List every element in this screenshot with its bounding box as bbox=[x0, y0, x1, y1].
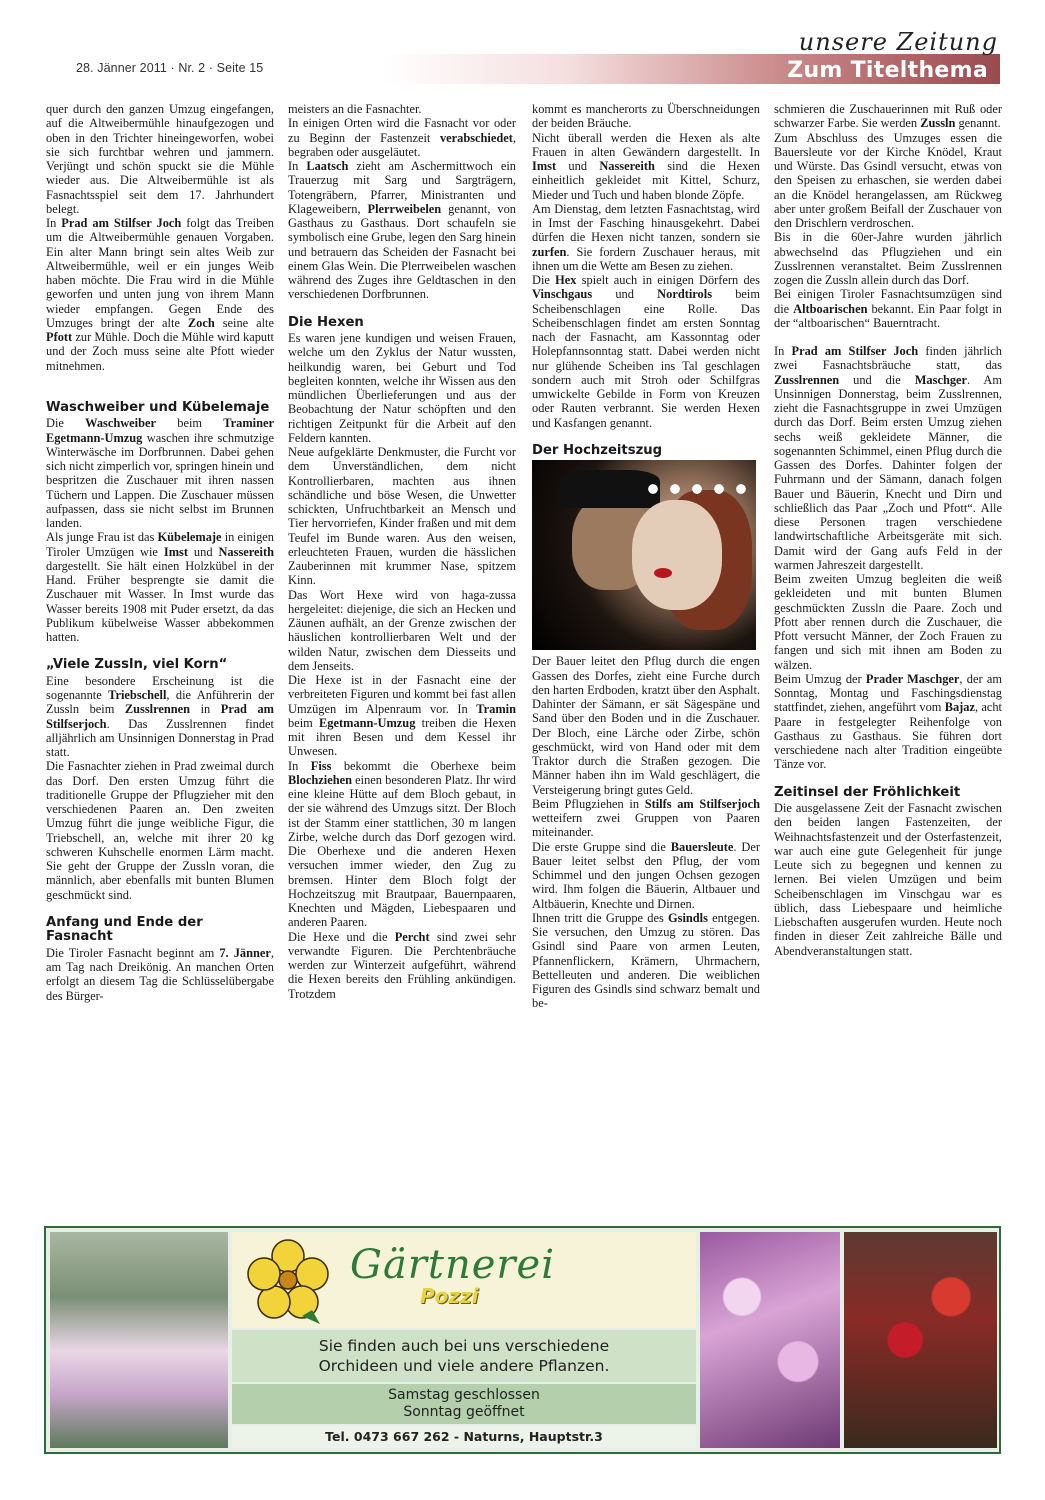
paragraph: Zum Abschluss des Umzuges essen die Bauersleute vor der Kirche Knödel, Kraut und Würste. Das Gsindl versucht, etwas von den Speisen zu erhaschen, sie werden dabei an die Knödel herangelassen, am Rückweg aber unter großem Beifall der Zuschauer von den Drischlern verdroschen. bbox=[774, 130, 1002, 230]
paragraph: Die Tiroler Fasnacht beginnt am 7. Jänner, am Tag nach Dreikönig. An manchen Orten erfolgt an diesem Tag die Schlüsselübergabe des Bürger- bbox=[46, 945, 274, 1003]
paragraph: Beim zweiten Umzug begleiten die weiß gekleideten und mit bunten Blumen geschmückten Zussln die Paare. Zoch und Pfott aber rennen durch die Zuschauer, die Pfott versucht Männer, der Zoch Frauen zu fangen und sich mit ihnen am Boden zu wälzen. bbox=[774, 572, 1002, 672]
paragraph: schmieren die Zuschauerinnen mit Ruß oder schwarzer Farbe. Sie werden Zussln genannt. bbox=[774, 102, 1002, 131]
subheading: Waschweiber und Kübelemaje bbox=[46, 399, 270, 415]
paragraph: Eine besondere Erscheinung ist die sogenannte Triebschell, die Anführerin der Zussln beim Zusslrennen in Prad am Stilfserjoch. Das Zusslrennen findet alljährlich am Unsinnigen Donnerstag in Prad statt. bbox=[46, 673, 275, 759]
paragraph: Der Bauer leitet den Pflug durch die engen Gassen des Dorfes, zieht eine Furche durch den harten Erdboden, kratzt über den Asphalt. Dahinter der Sämann, er sät Sägespäne und Sand über den Boden und in die Zuschauer. Der Bloch, eine Lärche oder Zirbe, schön geschmückt, wird von Hand oder mit dem Traktor durch die Straßen gezogen. Die Männer haben ihn im Wald geschlägert, die Versteigerung bringt gutes Geld. bbox=[532, 654, 760, 797]
orchid-display-photo bbox=[50, 1232, 228, 1448]
paragraph: Beim Umzug der Prader Maschger, der am Sonntag, Montag und Faschingsdienstag stattfindet, ziehen, angeführt vom Bajaz, acht Paare in festgelegter Reihenfolge von Gasthaus zu Gasthaus. Sie führen dort verschiedene nach alter Tradition eingeübte Tänze vor. bbox=[774, 671, 1002, 772]
paragraph: In Laatsch zieht am Aschermittwoch ein Trauerzug mit Sarg und Sargträgern, Totengräbern, Pfarrer, Ministranten und Klageweibern, Plerrweibelen genannt, von Gasthaus zu Gasthaus. Dort schaufeln sie symbolisch eine Grube, legen den Sarg hinein und betrauern das Scheiden der Fasnacht bei einem Glas Wein. Die Plerrweibelen waschen während des Zuges ihre Geldtaschen in den verschiedenen Dorfbrunnen. bbox=[288, 159, 516, 302]
paragraph: Nicht überall werden die Hexen als alte Frauen in alten Gewändern dargestellt. In Imst und Nassereith sind die Hexen einheitlich gekleidet mit Kittel, Schurz, Mieder und Tuch und haben blonde Zöpfe. bbox=[532, 130, 760, 202]
paragraph: Die erste Gruppe sind die Bauersleute. Der Bauer leitet selbst den Pflug, der vom Schimmel und den jungen Ochsen gezogen wird. Ihm folgen die Bäuerin, Altbauer und Altbäuerin, Knechte und Dirnen. bbox=[532, 839, 760, 911]
article-body bbox=[46, 102, 1003, 1196]
section-title: Zum Titelthema bbox=[787, 58, 988, 83]
ad-hours-line: Sonntag geöffnet bbox=[403, 1404, 525, 1420]
flower-logo-icon bbox=[242, 1236, 334, 1326]
ad-tagline-line: Sie finden auch bei uns verschiedene bbox=[318, 1337, 610, 1355]
ad-panel bbox=[232, 1232, 696, 1448]
red-orchid-photo bbox=[844, 1232, 997, 1448]
advertisement bbox=[44, 1226, 1001, 1454]
paragraph: Beim Pflugziehen in Stilfs am Stilfserjoch wetteifern zwei Gruppen von Paaren miteinander. bbox=[532, 796, 760, 840]
ad-contact: Tel. 0473 667 262 - Naturns, Hauptstr.3 bbox=[232, 1426, 696, 1448]
paragraph: Bis in die 60er-Jahre wurden jährlich abwechselnd das Pflugziehen und ein Zusslrennen veranstaltet. Beim Zusslrennen zogen die Zussln allein durch das Dorf. bbox=[774, 230, 1002, 287]
paragraph: Als junge Frau ist das Kübelemaje in einigen Tiroler Umzügen wie Imst und Nassereith dargestellt. Sie hält einen Holzkübel in der Hand. Früher besprengte sie damit die Zuschauer mit Wasser. In Imst wurde das Wasser bereits 1908 mit Puder ersetzt, da das Publikum kübelweise Wasser abbekommen hatten. bbox=[46, 530, 275, 644]
white-orchid-photo bbox=[700, 1232, 840, 1448]
paragraph: Die Fasnachter ziehen in Prad zweimal durch das Dorf. Den ersten Umzug führt die traditionelle Gruppe der Pflugzieher mit den verschiedenen Paaren an. Den zweiten Umzug führt die junge weibliche Figur, die Triebschell, an, welche mit ihrer 20 kg schweren Kuhschelle enormen Lärm macht. Sie geht der Gruppe der Zussln voran, die männlich, aber ebenfalls mit bunten Blumen geschmückt sind. bbox=[46, 759, 274, 902]
wedding-procession-photo bbox=[532, 460, 756, 650]
ad-opening-hours bbox=[232, 1384, 696, 1424]
paragraph: Am Dienstag, dem letzten Fasnachtstag, wird in Imst der Fasching hinausgekehrt. Dabei dürfen die Hexen nicht tanzen, sondern sie zurfen. Sie fordern Zuschauer heraus, mit ihnen um die Wette am Besen zu ziehen. bbox=[532, 201, 760, 273]
paragraph: Die ausgelassene Zeit der Fasnacht zwischen den beiden langen Fastenzeiten, der Weihnachtsfastenzeit und der Osterfastenzeit, war auch eine gute Gelegenheit für junge Leute sich zu begegnen und kennen zu lernen. Bei vielen Umzügen und beim Scheibenschlagen im Vinschgau war es üblich, dass Liebespaare und heimliche Liebschaften ausgerufen wurden. Heute noch finden in dieser Zeit zahlreiche Bälle und Abendveranstaltungen statt. bbox=[774, 801, 1002, 958]
paragraph: Ihnen tritt die Gruppe des Gsindls entgegen. Sie versuchen, den Umzug zu stören. Das Gsindl sind Paare von armen Leuten, Pfannenflickern, Krämern, Uhrmachern, Bettelleuten und anderen. Die weiblichen Figuren des Gsindls sind schwarz bemalt und be- bbox=[532, 910, 760, 1011]
paragraph: Das Wort Hexe wird von haga-zussa hergeleitet: diejenige, die sich an Hecken und Zäunen aufhält, an der Grenze zwischen der häuslichen kontrollierbaren Welt und der wilden Natur, zwischen dem Diesseits und dem Jenseits. bbox=[288, 587, 516, 673]
subheading: Die Hexen bbox=[288, 314, 364, 330]
paragraph: meisters an die Fasnachter. bbox=[288, 102, 422, 116]
column-1 bbox=[46, 102, 274, 1003]
subheading: Zeitinsel der Fröhlichkeit bbox=[774, 784, 961, 800]
ad-tagline bbox=[232, 1330, 696, 1382]
column-4 bbox=[774, 102, 1002, 958]
paragraph: Es waren jene kundigen und weisen Frauen, welche um den Zyklus der Natur wussten, heilkundig waren, bei Geburt und Tod begleiten konnten, welche ihr Wissen aus den mündlichen Überlieferungen und aus der Beobachtung der Natur schöpften und den richtigen Zeitpunkt für die Arbeit auf den Feldern kannten. bbox=[288, 331, 516, 445]
ad-hours-line: Samstag geschlossen bbox=[388, 1387, 540, 1403]
ad-tagline-line: Orchideen und viele andere Pflanzen. bbox=[318, 1357, 610, 1375]
paragraph: kommt es mancherorts zu Überschneidungen der beiden Bräuche. bbox=[532, 102, 760, 131]
ad-brand-area bbox=[232, 1232, 696, 1328]
ad-brand-name: Gärtnerei bbox=[350, 1242, 556, 1288]
paragraph: Die Waschweiber beim Traminer Egetmann-Umzug waschen ihre schmutzige Winterwäsche im Dorfbrunnen. Dabei gehen sich nicht zimperlich vor, springen hinein und bespritzen die Zuschauer mit ihren nassen Tüchern und Lappen. Die Zuschauer müssen aufpassen, dass sie nicht selbst im Brunnen landen. bbox=[46, 416, 274, 530]
paragraph: quer durch den ganzen Umzug eingefangen, auf die Altweibermühle hinaufgezogen und oben in den Trichter hineingeworfen, wobei sie sich furchtbar wehren und jammern. Verjüngt und schön spuckt sie die Mühle wieder aus. Die Altweibermühle ist als Fasnachtsspiel seit dem 17. Jahrhundert belegt. bbox=[46, 102, 274, 216]
paragraph: In einigen Orten wird die Fasnacht vor oder zu Beginn der Fastenzeit verabschiedet, begraben oder ausgeläutet. bbox=[288, 116, 516, 159]
subheading: Anfang und Ende der Fasnacht bbox=[46, 914, 203, 945]
paragraph: In Prad am Stilfser Joch folgt das Treiben um die Altweibermühle genauen Vorgaben. Ein alter Mann bringt sein altes Weib zur Altweibermühle, weil er ein junges Weib haben möchte. Die Frau wird in die Mühle geworfen und unten jung von ihrem Mann wieder empfangen. Gegen Ende des Umzuges bringt der alte Zoch seine alte Pfott zur Mühle. Doch die Mühle wird kaputt und der Zoch muss seine alte Pfott wieder mitnehmen. bbox=[46, 216, 274, 373]
subheading: Der Hochzeitszug bbox=[532, 442, 663, 458]
column-2 bbox=[288, 102, 516, 1001]
page-header bbox=[44, 28, 1000, 88]
paragraph: Bei einigen Tiroler Fasnachtsumzügen sind die Altboarischen bekannt. Ein Paar folgt in der “altboarischen“ Bauerntracht. bbox=[774, 287, 1002, 330]
paragraph: In Fiss bekommt die Oberhexe beim Blochziehen einen besonderen Platz. Ihr wird eine kleine Hütte auf dem Bloch gebaut, in der sie während des Umzugs sitzt. Der Bloch ist der Stamm einer stattlichen, 30 m langen Zirbe, welche durch das Dorf gezogen wird. Die Oberhexe und die anderen Hexen versuchen immer wieder, den Zug zu bremsen. Hinter dem Bloch folgt der Hochzeitszug mit Brautpaar, Bauernpaaren, Knechten und Mägden, Liebespaaren und anderen Paaren. bbox=[288, 758, 516, 930]
paragraph: Die Hexe ist in der Fasnacht eine der verbreiteten Figuren und kommt bei fast allen Umzügen im Alpenraum vor. In Tramin beim Egetmann-Umzug treiben die Hexen mit ihren Besen und dem Kessel ihr Unwesen. bbox=[288, 673, 517, 759]
paragraph: Neue aufgeklärte Denkmuster, die Furcht vor dem Unverständlichen, dem nicht Kontrollierbaren, machten aus ihnen schändliche und böse Wesen, die Unwetter schickten, Unfruchtbarkeit an Mensch und Tier hervorriefen, Kinder fraßen und mit dem Teufel im Bunde waren. Aus den weisen, erleuchteten Frauen, wurden die hässlichen Zauberinnen mit krummer Nase, spitzem Kinn. bbox=[288, 445, 516, 588]
paragraph: Die Hex spielt auch in einigen Dörfern des Vinschgaus und Nordtirols beim Scheibenschlagen eine Rolle. Das Scheibenschlagen findet am ersten Sonntag nach der Fasnacht, am Kassonntag oder Holepfannsonntag statt. Dabei werden nicht nur glühende Scheiben ins Tal geschlagen sondern auch mit Stroh oder Schilfgras umwickelte Gebilde in Form von Kreuzen oder Rauten verbrannt. Sie werden Hexen und Kasfangen genannt. bbox=[532, 273, 761, 430]
issue-line: 28. Jänner 2011 · Nr. 2 · Seite 15 bbox=[76, 61, 264, 75]
newspaper-logo: unsere Zeitung bbox=[798, 28, 998, 56]
subheading: „Viele Zussln, viel Korn“ bbox=[46, 657, 228, 673]
paragraph: Die Hexe und die Percht sind zwei sehr verwandte Figuren. Die Perchtenbräuche werden zur Winterzeit aufgeführt, während die Hexen bereits den Frühling ankündigen. Trotzdem bbox=[288, 929, 516, 1001]
column-3 bbox=[532, 102, 760, 1011]
paragraph: In Prad am Stilfser Joch finden jährlich zwei Fasnachtsbräuche statt, das Zusslrennen und die Maschger. Am Unsinnigen Donnerstag, beim Zusslrennen, zieht die Fasnachtsgruppe in zwei Umzügen durch das Dorf. Beim ersten Umzug ziehen sechs weiß gekleidete Männer, die sogenannten Schimmel, einen Pflug durch die Gassen des Dorfes. Dahinter folgen der Fuhrmann und der Sämann, danach folgen Bauer und Bäuerin, Knecht und Dirn und schließlich das Paar „Zoch und Pfott“. Alle diese Personen tragen verschiedene landwirtschaftliche Arbeitsgeräte mit sich. Damit wird der Gang aufs Feld in der warmen Jahreszeit dargestellt. bbox=[774, 344, 1003, 572]
ad-brand-sub: Pozzi bbox=[420, 1284, 479, 1308]
